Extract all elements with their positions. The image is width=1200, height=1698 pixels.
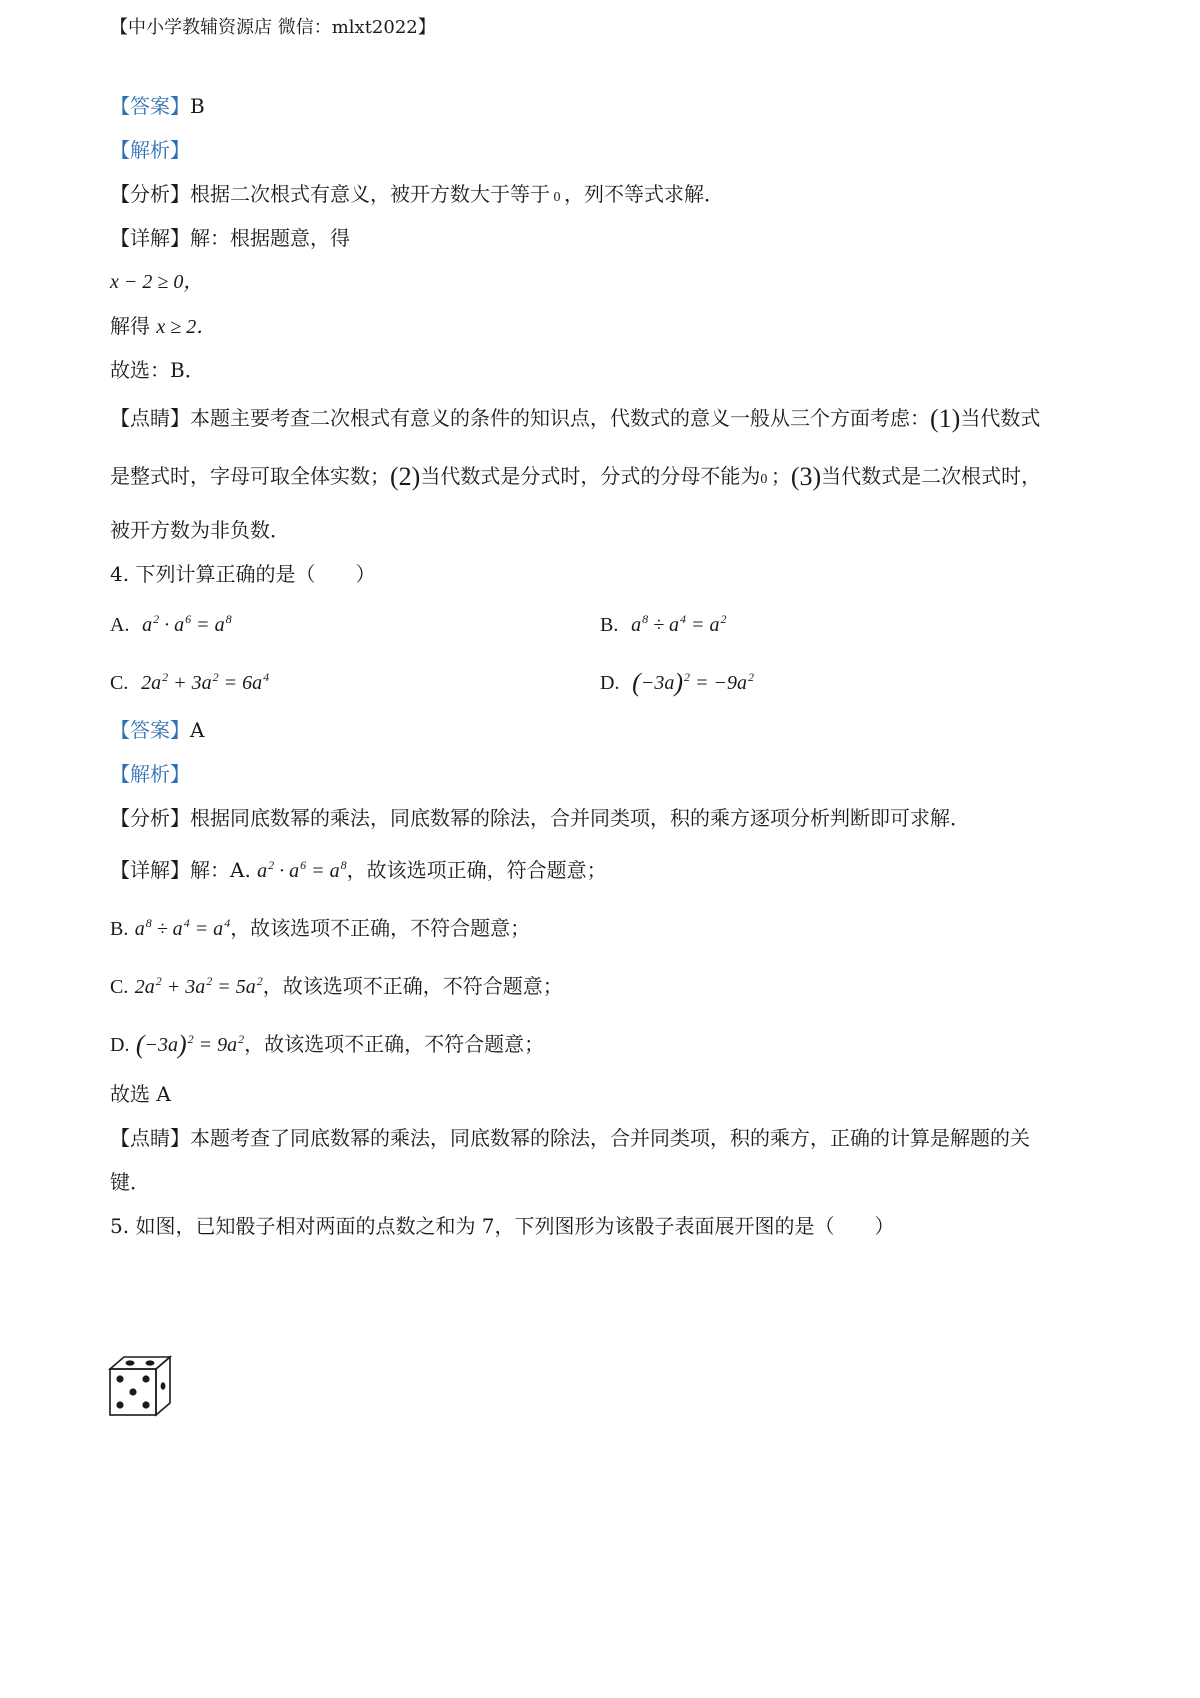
dice-top-pip xyxy=(146,1360,155,1365)
dice-top-face xyxy=(110,1357,170,1369)
q3-dianjing-line2: 是整式时，字母可取全体实数；(2)当代数式是分式时，分式的分母不能为0 ；(3)当代数式是二次根式时， xyxy=(110,462,1042,491)
dice-top-pip xyxy=(126,1360,135,1365)
q4-dianjing-line1: 【点睛】本题考查了同底数幂的乘法，同底数幂的除法，合并同类项，积的乘方，正确的计算是解题的关 xyxy=(110,1126,1030,1150)
q4-option-d: D. $(-3a)^2 = -9a^2$ xyxy=(600,668,755,697)
q4-option-b: B. $a^8 \div a^4 = a^2$ xyxy=(600,612,727,636)
dice-figure xyxy=(108,1355,174,1419)
q3-analysis-tag: 【解析】 xyxy=(110,138,190,162)
q4-detail-a: 【详解】解：A. $a^2 \cdot a^6 = a^8$，故该选项正确，符合题意； xyxy=(110,858,607,882)
q4-detail-c: C. $2a^2 + 3a^2 = 5a^2$，故该选项不正确，不符合题意； xyxy=(110,974,563,998)
dice-side-pip xyxy=(161,1382,166,1390)
q3-answer: 【答案】B xyxy=(110,94,205,118)
dice-front-pip xyxy=(129,1388,136,1395)
q4-detail-b: B. $a^8 \div a^4 = a^4$，故该选项不正确，不符合题意； xyxy=(110,916,531,940)
dice-front-pip xyxy=(142,1401,149,1408)
dice-front-pip xyxy=(116,1375,123,1382)
q4-stem: 4. 下列计算正确的是（ ） xyxy=(110,562,376,586)
q3-solve: 解得 x ≥ 2． xyxy=(110,314,217,338)
q4-answer: 【答案】A xyxy=(110,718,205,742)
q3-choose: 故选：B． xyxy=(110,358,205,382)
q3-fenxi: 【分析】根据二次根式有意义，被开方数大于等于 0 ，列不等式求解． xyxy=(110,182,724,206)
q4-fenxi: 【分析】根据同底数幂的乘法，同底数幂的除法，合并同类项，积的乘方逐项分析判断即可求解． xyxy=(110,806,970,830)
q4-option-c: C. $2a^2 + 3a^2 = 6a^4$ xyxy=(110,670,270,694)
q3-xiangjie: 【详解】解：根据题意，得 xyxy=(110,226,350,250)
dice-front-pip xyxy=(142,1375,149,1382)
q4-analysis-tag: 【解析】 xyxy=(110,762,190,786)
q4-detail-d: D. $(-3a)^2 = 9a^2$，故该选项不正确，不符合题意； xyxy=(110,1030,545,1059)
dice-front-pip xyxy=(116,1401,123,1408)
q4-choose: 故选 A xyxy=(110,1082,171,1106)
q3-dianjing-line3: 被开方数为非负数． xyxy=(110,518,290,542)
q5-stem: 5. 如图，已知骰子相对两面的点数之和为 7，下列图形为该骰子表面展开图的是（ ） xyxy=(110,1214,895,1238)
page-header: 【中小学教辅资源店 微信：mlxt2022】 xyxy=(110,17,436,38)
q3-inequality: x − 2 ≥ 0， xyxy=(110,271,204,293)
q3-dianjing-line1: 【点睛】本题主要考查二次根式有意义的条件的知识点，代数式的意义一般从三个方面考虑：(1)当代数式 xyxy=(110,404,1041,433)
q4-dianjing-line2: 键． xyxy=(110,1170,150,1194)
q4-option-a: A. $a^2 \cdot a^6 = a^8$ xyxy=(110,612,232,636)
